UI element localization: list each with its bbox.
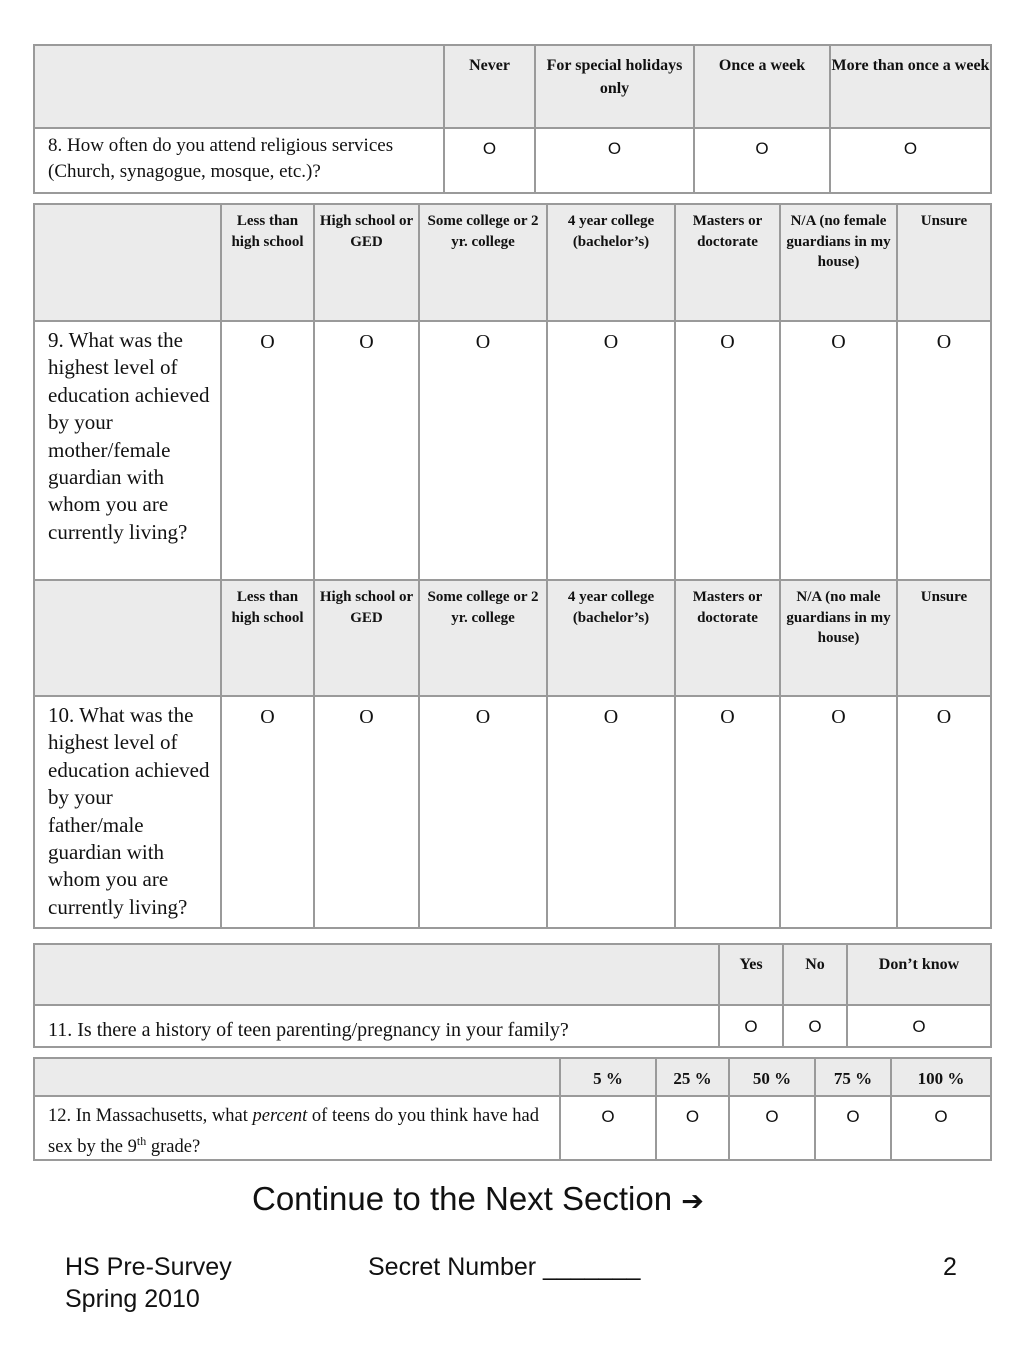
q9-option-some-college[interactable]: O [419, 321, 547, 580]
footer-survey-name: HS Pre-Survey [65, 1253, 232, 1281]
q9-option-na[interactable]: O [780, 321, 897, 580]
q12-option-75[interactable]: O [815, 1096, 891, 1160]
q11-option-no[interactable]: O [783, 1005, 847, 1047]
footer-survey-label [65, 1251, 232, 1315]
q9-option-unsure[interactable]: O [897, 321, 991, 580]
q12-question [34, 1096, 560, 1160]
q11-table [33, 943, 992, 1048]
q10-option-4yr-college[interactable]: O [547, 696, 675, 928]
q9-header-blank [34, 204, 221, 321]
q9-header-less-than-hs: Less than high school [221, 204, 314, 321]
q12-question-sup: th [136, 1133, 147, 1148]
q12-option-25[interactable]: O [656, 1096, 729, 1160]
q11-header-dont-know: Don’t know [847, 944, 991, 1005]
q8-header-special-holidays: For special holidays only [535, 45, 694, 128]
q9-q10-table [33, 203, 992, 929]
q8-option-special-holidays[interactable]: O [535, 128, 694, 193]
q9-option-hs-ged[interactable]: O [314, 321, 419, 580]
q10-option-na[interactable]: O [780, 696, 897, 928]
q12-header-blank [34, 1058, 560, 1096]
footer-survey-term: Spring 2010 [65, 1285, 200, 1313]
q10-question: 10. What was the highest level of education achieved by your father/male guardian with whom you are currently living? [34, 696, 221, 928]
q12-option-50[interactable]: O [729, 1096, 815, 1160]
continue-text: Continue to the Next Section [252, 1180, 673, 1217]
q10-option-less-than-hs[interactable]: O [221, 696, 314, 928]
q11-header-no: No [783, 944, 847, 1005]
q12-option-100[interactable]: O [891, 1096, 991, 1160]
q9-header-4yr-college: 4 year college (bachelor’s) [547, 204, 675, 321]
q12-question-emphasis: percent [252, 1106, 308, 1126]
q10-header-masters: Masters or doctorate [675, 580, 780, 696]
q11-question: 11. Is there a history of teen parenting/pregnancy in your family? [34, 1005, 719, 1047]
q12-question-post: grade? [146, 1136, 201, 1157]
continue-link[interactable] [252, 1180, 704, 1218]
footer-secret-number: Secret Number _______ [368, 1253, 641, 1281]
q10-header-blank [34, 580, 221, 696]
q11-header-blank [34, 944, 719, 1005]
q9-option-4yr-college[interactable]: O [547, 321, 675, 580]
q12-option-5[interactable]: O [560, 1096, 656, 1160]
q11-option-yes[interactable]: O [719, 1005, 783, 1047]
q8-option-once-week[interactable]: O [694, 128, 830, 193]
q8-header-blank [34, 45, 444, 128]
q9-header-na: N/A (no female guardians in my house) [780, 204, 897, 321]
q9-option-masters[interactable]: O [675, 321, 780, 580]
q9-question: 9. What was the highest level of education achieved by your mother/female guardian with whom you are currently living? [34, 321, 221, 580]
q8-header-never: Never [444, 45, 535, 128]
q10-option-some-college[interactable]: O [419, 696, 547, 928]
q12-table [33, 1057, 992, 1161]
q10-header-4yr-college: 4 year college (bachelor’s) [547, 580, 675, 696]
q9-header-hs-ged: High school or GED [314, 204, 419, 321]
q8-header-once-week: Once a week [694, 45, 830, 128]
q10-header-hs-ged: High school or GED [314, 580, 419, 696]
q10-option-hs-ged[interactable]: O [314, 696, 419, 928]
q8-table [33, 44, 992, 194]
q10-header-na: N/A (no male guardians in my house) [780, 580, 897, 696]
q12-header-25: 25 % [656, 1058, 729, 1096]
footer-page-number: 2 [943, 1253, 957, 1281]
q10-header-unsure: Unsure [897, 580, 991, 696]
q12-header-5: 5 % [560, 1058, 656, 1096]
q12-header-100: 100 % [891, 1058, 991, 1096]
q11-header-yes: Yes [719, 944, 783, 1005]
q11-option-dont-know[interactable]: O [847, 1005, 991, 1047]
q8-option-never[interactable]: O [444, 128, 535, 193]
q10-header-less-than-hs: Less than high school [221, 580, 314, 696]
q9-header-unsure: Unsure [897, 204, 991, 321]
q12-header-75: 75 % [815, 1058, 891, 1096]
q9-header-masters: Masters or doctorate [675, 204, 780, 321]
q10-option-masters[interactable]: O [675, 696, 780, 928]
q9-option-less-than-hs[interactable]: O [221, 321, 314, 580]
q12-question-mid: of teens do you think have had sex by the 9 [48, 1106, 540, 1157]
q10-option-unsure[interactable]: O [897, 696, 991, 928]
q8-option-more-than-once[interactable]: O [830, 128, 991, 193]
q8-header-more-than-once: More than once a week [830, 45, 991, 128]
arrow-right-icon: ➔ [681, 1186, 704, 1217]
q12-header-50: 50 % [729, 1058, 815, 1096]
q12-question-pre: 12. In Massachusetts, what [48, 1106, 253, 1126]
q9-header-some-college: Some college or 2 yr. college [419, 204, 547, 321]
q8-question: 8. How often do you attend religious services (Church, synagogue, mosque, etc.)? [34, 128, 444, 193]
q10-header-some-college: Some college or 2 yr. college [419, 580, 547, 696]
